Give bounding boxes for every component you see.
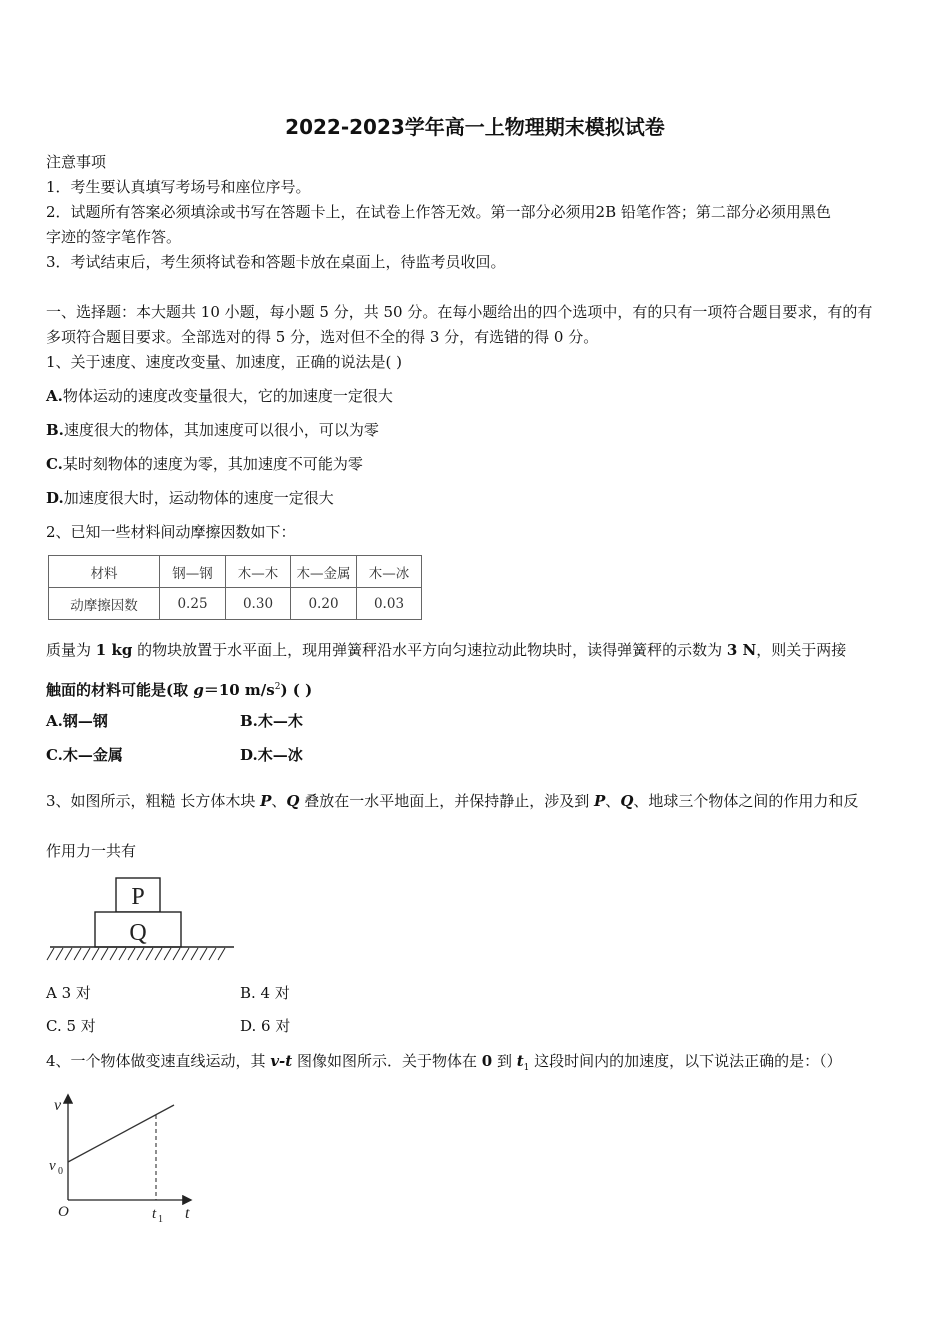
hatch-mark [173,948,180,960]
text: 、地球三个物体之间的作用力和反 [633,792,859,810]
table-header-cell: 木—金属 [291,556,357,588]
table-header-cell: 材料 [49,556,160,588]
text: 质量为 [46,641,96,659]
section-intro-line-2: 多项符合题目要求。全部选对的得 5 分，选对但不全的得 3 分，有选错的得 0 分。 [46,328,599,346]
q3-stem [46,791,858,811]
table-cell: 0.03 [357,588,422,620]
hatch-mark [128,948,135,960]
hatch-mark [110,948,117,960]
hatch-mark [74,948,81,960]
table-cell: 0.25 [160,588,226,620]
hatch-mark [101,948,108,960]
symbol-p: P [260,792,272,810]
friction-table [48,555,422,620]
notice-item-3: 3．考试结束后，考生须将试卷和答题卡放在桌面上，待监考员收回。 [46,253,506,271]
hatch-mark [218,948,225,960]
notice-heading: 注意事项 [46,153,107,171]
q1-option-b[interactable] [46,420,379,440]
label-p: P [131,884,145,910]
text: ＝10 m/s [203,681,275,699]
hatch-mark [65,948,72,960]
q1-option-c[interactable] [46,454,363,474]
origin-label: O [58,1204,69,1220]
symbol-q: Q [286,792,300,810]
label-q: Q [129,920,147,946]
text: ) ( ) [280,681,313,699]
q2-body-line-2 [46,677,312,700]
q2-option-a[interactable]: A.钢—钢 [46,712,108,730]
q3-stem-line-2: 作用力一共有 [46,842,137,860]
section-intro-line-1: 一、选择题：本大题共 10 小题，每小题 5 分，共 50 分。在每小题给出的四个选项中，有的只有一项符合题目要求，有的有 [46,303,873,321]
y-axis-label: v [54,1097,62,1114]
zero-value: 0 [481,1052,493,1070]
t1-symbol: t [516,1052,524,1070]
q3-option-d[interactable]: D. 6 对 [240,1017,291,1035]
text: 的物块放置于水平面上，现用弹簧秤沿水平方向匀速拉动此物块时，读得弹簧秤的示数为 [132,641,727,659]
q2-option-c[interactable]: C.木—金属 [46,746,123,764]
hatch-mark [92,948,99,960]
table-row [49,588,422,620]
text: 、 [271,792,287,810]
hatch-mark [146,948,153,960]
page-title: 2022-2023学年高一上物理期末模拟试卷 [285,115,665,139]
symbol-p: P [594,792,606,810]
option-key: B. [46,421,64,439]
hatch-mark [191,948,198,960]
text: 到 [492,1052,517,1070]
hatch-mark [182,948,189,960]
hatch-mark [137,948,144,960]
hatch-mark [164,948,171,960]
x-axis-label: t [185,1205,190,1222]
mass-value: 1 kg [95,641,133,659]
text: 3、如图所示，粗糙 长方体木块 [46,792,261,810]
notice-item-1: 1．考生要认真填写考场号和座位序号。 [46,178,311,196]
q2-body-line-1 [46,640,846,660]
t1-label: t [152,1206,157,1222]
gravity-symbol: g [193,681,204,699]
table-row [49,556,422,588]
q3-option-c[interactable]: C. 5 对 [46,1017,96,1035]
symbol-q: Q [620,792,634,810]
q2-option-d[interactable]: D.木—冰 [240,746,303,764]
text: 4、一个物体做变速直线运动，其 [46,1052,271,1070]
hatch-mark [119,948,126,960]
hatch-mark [83,948,90,960]
vt-line [68,1105,174,1162]
table-cell: 0.20 [291,588,357,620]
force-value: 3 N [726,641,757,659]
option-key: A. [46,387,63,405]
option-key: C. [46,455,63,473]
notice-item-2: 2．试题所有答案必须填涂或书写在答题卡上，在试卷上作答无效。第一部分必须用2B 铅笔作答；第二部分必须用黑色 [46,203,831,221]
text: 触面的材料可能是(取 [46,681,194,699]
hatch-mark [209,948,216,960]
table-header-cell: 木—冰 [357,556,422,588]
option-key: D. [46,489,64,507]
hatch-mark [47,948,54,960]
q3-option-b[interactable]: B. 4 对 [240,984,290,1002]
table-header-cell: 木—木 [226,556,291,588]
table-cell: 0.30 [226,588,291,620]
hatch-mark [200,948,207,960]
option-text: 速度很大的物体，其加速度可以很小，可以为零 [63,421,379,439]
text: ，则关于两接 [756,641,847,659]
table-cell: 动摩擦因数 [49,588,160,620]
text: 叠放在一水平地面上，并保持静止，涉及到 [299,792,595,810]
hatch-mark [155,948,162,960]
q1-option-a[interactable] [46,386,393,406]
q1-option-d[interactable] [46,488,334,508]
option-text: 物体运动的速度改变量很大，它的加速度一定很大 [62,387,393,405]
q3-option-a[interactable]: A 3 对 [46,984,91,1002]
option-text: 加速度很大时，运动物体的速度一定很大 [63,489,334,507]
hatch-mark [56,948,63,960]
blocks-figure [46,874,238,966]
table-header-cell: 钢—钢 [160,556,226,588]
text: 这段时间内的加速度，以下说法正确的是：（） [529,1052,842,1070]
subscript: 1 [523,1063,530,1073]
v0-label: v [49,1158,56,1174]
q2-option-b[interactable]: B.木—木 [240,712,303,730]
ground-hatching [47,948,225,960]
text: 、 [605,792,621,810]
vt-graph [44,1090,204,1230]
q1-stem: 1、关于速度、速度改变量、加速度，正确的说法是( ) [46,353,403,371]
option-text: 某时刻物体的速度为零，其加速度不可能为零 [62,455,363,473]
t1-subscript: 1 [158,1214,163,1225]
text: 图像如图所示．关于物体在 [292,1052,482,1070]
v0-subscript: 0 [58,1166,63,1177]
notice-item-2-cont: 字迹的签字笔作答。 [46,228,182,246]
superscript: 2 [274,682,281,692]
q4-stem [46,1051,842,1078]
q2-stem: 2、已知一些材料间动摩擦因数如下： [46,523,296,541]
vt-symbol: v-t [270,1052,293,1070]
